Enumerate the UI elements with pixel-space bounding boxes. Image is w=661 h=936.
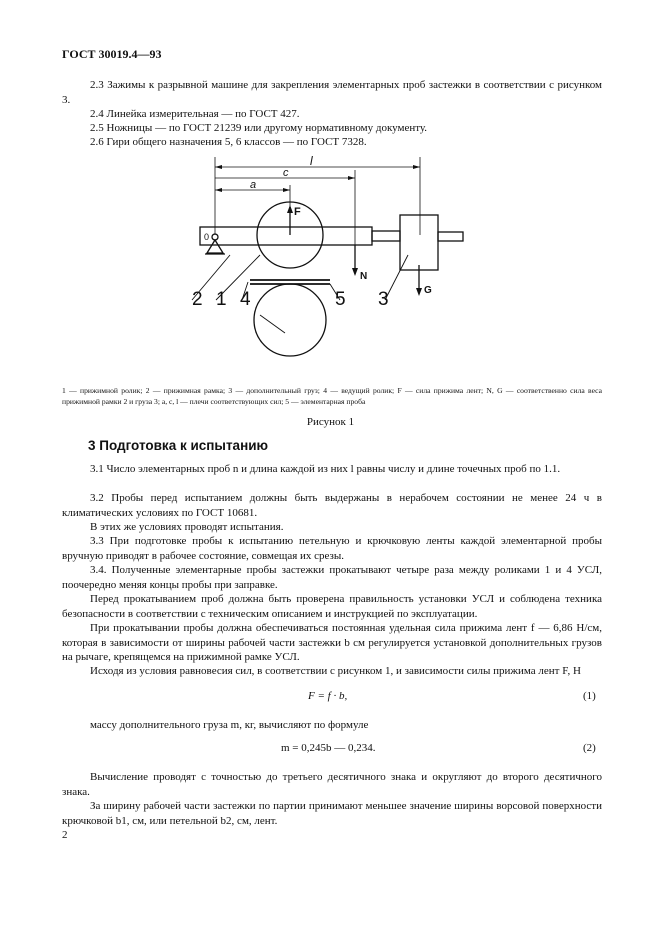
label-3: 3 [378,289,389,310]
drive-roller [254,284,326,356]
formula-2-number: (2) [583,742,596,754]
formula-1-number: (1) [583,690,596,702]
lever-arm [372,231,400,241]
label-4: 4 [240,289,251,310]
extra-weight [400,215,438,270]
para-equilibrium: Исходя из условия равновесия сил, в соответствии с рисунком 1, и зависимости силы прижима лент F, Н [90,665,581,677]
formula-1: F = f · b, [308,690,348,702]
label-N: N [360,271,368,282]
item-2-5: 2.5 Ножницы — по ГОСТ 21239 или другому нормативному документу. [90,122,428,134]
label-F: F [294,206,301,218]
label-a: a [250,179,257,191]
label-G: G [424,285,432,296]
pivot-support [207,240,223,253]
label-c: c [283,167,289,179]
mass-text: массу дополнительного груза m, кг, вычисляют по формуле [90,719,369,731]
para-3-4: 3.4. Полученные элементарные пробы застежки прокатывают четыре раза между роликами 1 и 4 УСЛ, поочередно меняя концы пробы при заправке. [62,564,602,591]
label-o: 0 [204,232,210,242]
label-1: 1 [216,289,227,310]
figure-1-diagram [180,155,480,370]
pressure-frame [200,227,372,245]
para-conditions: В этих же условиях проводят испытания. [90,521,284,533]
doc-header: ГОСТ 30019.4—93 [62,47,162,61]
figure-caption: 1 — прижимной ролик; 2 — прижимная рамка; 3 — дополнительный груз; 4 — ведущий ролик; F — сила прижима лент; N, G — соответственно сила веса прижимной рамки 2 и груза 3; a, c, l — плечи соответствующих сил; 5 — элементарная проба [62,385,602,406]
formula-2: m = 0,245b — 0,234. [281,742,376,754]
page-number: 2 [62,829,68,841]
para-3-2: 3.2 Пробы перед испытанием должны быть выдержаны в нерабочем состоянии не менее 24 ч в климатических условиях по ГОСТ 10681. [62,492,602,519]
para-3-3: 3.3 При подготовке пробы к испытанию петельную и крючковую ленты каждой элементарной пробы вручную приводят в рабочее состояние, совмещая их срезы. [62,535,602,562]
para-safety: Перед прокатыванием проб должна быть проверена правильность установки УСЛ и соблюдена техника безопасности в соответствии с техническим описанием и инструкцией по эксплуатации. [62,593,602,620]
label-l: l [310,155,313,168]
closing-width: За ширину рабочей части застежки по партии принимают меньшее значение ширины ворсовой поверхности крючковой b1, см, или петельной b2, см, лент. [62,800,602,827]
para-3-1: 3.1 Число элементарных проб n и длина каждой из них l равны числу и длине точечных проб по 1.1. [90,463,561,475]
label-5: 5 [335,289,346,310]
item-2-4: 2.4 Линейка измерительная — по ГОСТ 427. [90,108,300,120]
item-2-6: 2.6 Гири общего назначения 5, 6 классов — по ГОСТ 7328. [90,136,367,148]
closing-rounding: Вычисление проводят с точностью до третьего десятичного знака и округляют до второго десятичного знака. [62,771,602,798]
figure-title: Рисунок 1 [306,416,355,428]
section-title: 3 Подготовка к испытанию [88,438,269,453]
para-force: При прокатывании пробы должна обеспечиваться постоянная удельная сила прижима лент f — 6,86 Н/см, которая в зависимости от ширины рабочей части застежки b см регулируется установкой дополнительных грузов на рычаге, крепящемся на прижимной рамке УСЛ. [62,622,602,663]
item-2-3: 2.3 Зажимы к разрывной машине для закрепления элементарных проб застежки в соответствии с рисунком 3. [62,79,602,106]
lever-end [438,232,463,241]
label-2: 2 [192,289,203,310]
